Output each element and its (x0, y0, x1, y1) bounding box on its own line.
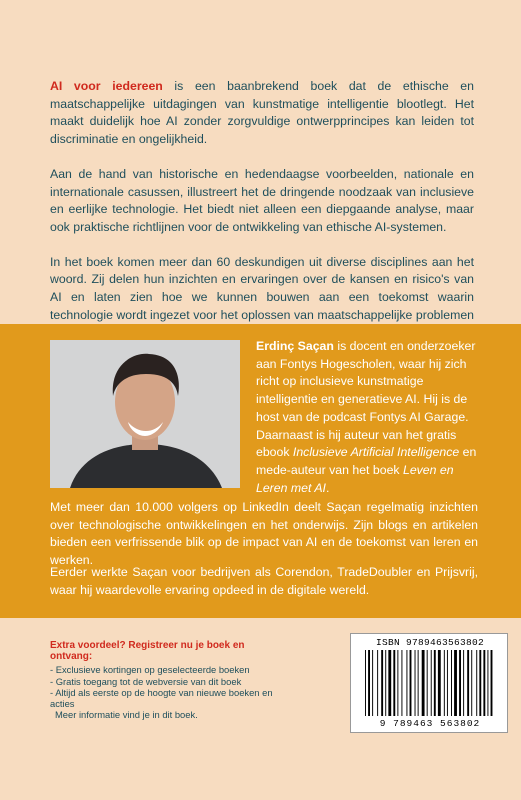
promo-item: - Altijd als eerste op de hoogte van nieuwe boeken en acties (50, 686, 273, 710)
description-paragraph-1 (50, 78, 474, 149)
author-bio-p2-text: Met meer dan 10.000 volgers op LinkedIn deelt Saçan regelmatig inzichten over technologische ontwikkelingen en het onderwijs. Zijn blogs en artikelen bieden een verfrissende blik op de impact van AI en de toekomst van leren en werken. (50, 500, 478, 568)
author-name: Erdinç Saçan (256, 339, 334, 353)
author-bio-paragraph-3 (50, 564, 478, 599)
author-bio-text-end: . (325, 480, 330, 495)
author-bio-intro (256, 338, 482, 497)
promo-list (50, 664, 280, 720)
promo-heading: Extra voordeel? Registreer nu je boek en ontvang: (50, 640, 245, 663)
book-title-highlight: AI voor iedereen (50, 79, 163, 93)
author-bio-band (0, 324, 521, 618)
isbn-barcode (350, 633, 508, 733)
description-paragraph-1-text: is een baanbrekend boek dat de ethische en maatschappelijke uitdagingen van kunstmatige intelligentie blootlegt. Het maakt duidelijk hoe AI zonder zorgvuldige ontwerpprincipes kan leiden tot discriminatie en ongelijkheid. (50, 79, 474, 147)
promo-item: - Exclusieve kortingen op geselecteerde boeken (50, 664, 250, 676)
author-portrait-image (50, 340, 240, 488)
description-paragraph-3: In het boek komen meer dan 60 deskundigen uit diverse disciplines aan het woord. Zij delen hun inzichten en ervaringen over de kansen en risico's van AI en laten zien hoe we kunnen bouwen aan een toekomst waarin technologie wordt ingezet voor het oplossen van maatschappelijke problemen (50, 254, 474, 322)
registration-promo (50, 640, 280, 720)
book-description (50, 78, 474, 359)
promo-item: - Gratis toegang tot de webversie van dit boek (50, 675, 242, 687)
isbn-digits: 9 789463 563802 (379, 718, 481, 729)
description-paragraph-2: Aan de hand van historische en hedendaagse voorbeelden, nationale en internationale casussen, illustreert het de dringende noodzaak van inclusieve en eerlijke technologie. Het biedt niet alleen een diepgaande analyse, maar ook praktische richtlijnen voor de ontwikkeling van ethische AI-systemen. (50, 166, 474, 234)
author-bio-text-cont: en mede-auteur van het boek (256, 445, 477, 477)
author-bio-text: is docent en onderzoeker aan Fontys Hogescholen, waar hij zich richt op inclusieve kunstmatige intelligentie en generatieve AI. Hij is de host van de podcast Fontys AI Garage. Daarnaast is hij auteur van het gratis ebook (256, 339, 476, 460)
coauthored-book-title: Leven en Leren met AI (256, 462, 454, 495)
author-bio-paragraph-2 (50, 499, 478, 570)
ebook-title: Inclusieve Artificial Intelligence (292, 445, 460, 460)
promo-item: Meer informatie vind je in dit boek. (55, 709, 198, 721)
isbn-label: ISBN 9789463563802 (375, 637, 485, 648)
author-bio-p3-text: Eerder werkte Saçan voor bedrijven als Corendon, TradeDoubler en Prijsvrij, waar hij waardevolle ervaring opdeed in de digitale wereld. (50, 565, 478, 597)
author-photo (50, 340, 240, 488)
